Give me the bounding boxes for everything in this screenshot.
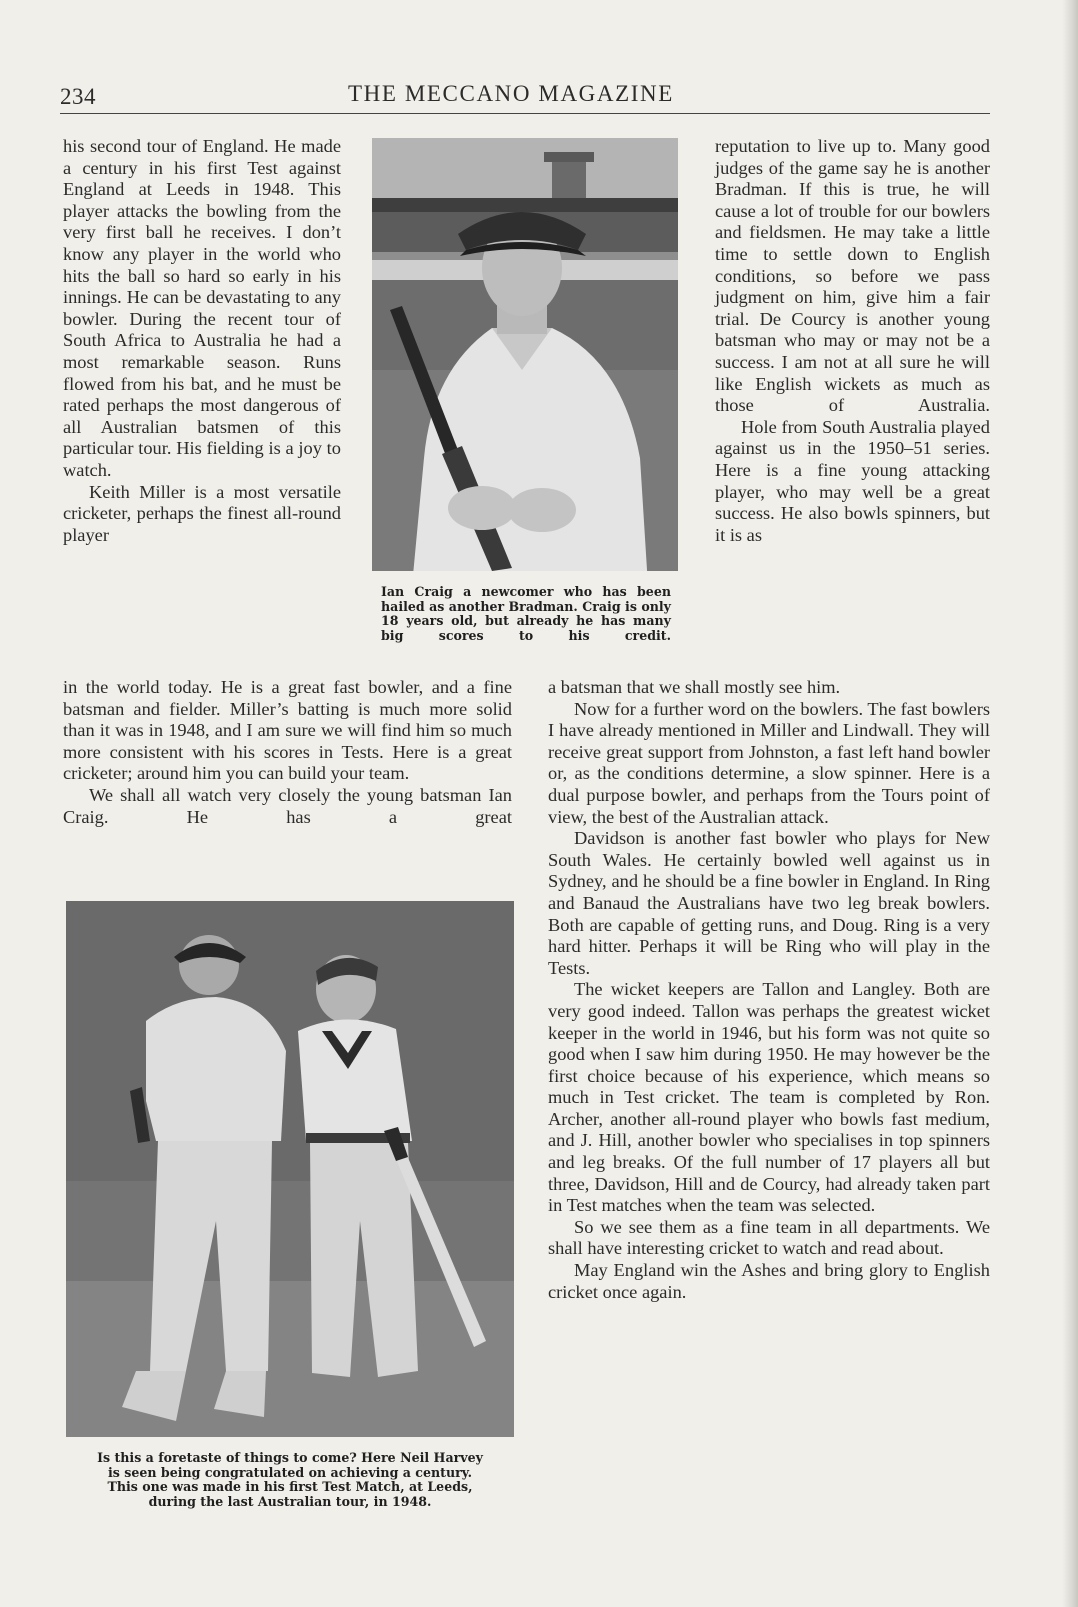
caption-line: during the last Australian tour, in 1948. [148, 1493, 432, 1509]
paragraph: his second tour of England. He made a century in his first Test against England at Leeds in 1948. This player attacks the bowling from the very first ball he receives. I don’t know any player in the world who hits the ball so hard so early in his innings. He can be devastating to any bowler. During the recent tour of South Africa to Australia he had a most remarkable season. Runs flowed from his bat, and he must be rated perhaps the most dangerous of all Australian batsmen of this particular tour. His fielding is a joy to watch. [63, 136, 341, 480]
photo-neil-harvey [66, 901, 514, 1437]
ian-craig-illustration [372, 138, 678, 571]
neil-harvey-illustration [66, 901, 514, 1437]
page-edge-shadow [1062, 0, 1078, 1607]
caption-ian-craig [381, 585, 671, 643]
paragraph: a batsman that we shall mostly see him. [548, 677, 841, 697]
paragraph: The wicket keepers are Tallon and Langley. Both are very good indeed. Tallon was perhaps the greatest wicket keeper in the world in 1946, but his form was not quite so good when I saw him during 1950. He may however be the first choice because of his experience, which means so much in Test cricket. The team is completed by Ron. Archer, another all-round player who bowls fast medium, and J. Hill, another bowler who specialises in top spinners and leg breaks. Of the full number of 17 players all but three, Davidson, Hill and de Courcy, had already taken part in Test matches when the team was selected. [548, 979, 990, 1216]
left-column-lower [63, 677, 512, 828]
paragraph: Keith Miller is a most versatile cricketer, perhaps the finest all-round player [63, 481, 341, 545]
caption-line: is seen being congratulated on achieving a century. [107, 1464, 473, 1480]
caption-text: Ian Craig a newcomer who has been hailed as another Bradman. Craig is only 18 years old, but already he has many big scores to his credit. [381, 584, 671, 643]
paragraph: reputation to live up to. Many good judges of the game say he is another Bradman. If this is true, he will cause a lot of trouble for our bowlers and fieldsmen. He may take a little time to settle down to English conditions, so before we pass judgment on him, give him a fair trial. De Courcy is another young batsman who may or may not be a success. I am not at all sure he will like English wickets as much as those of Australia. [715, 136, 990, 416]
paragraph: So we see them as a fine team in all departments. We shall have interesting cricket to watch and read about. [548, 1216, 990, 1259]
page-number: 234 [60, 84, 96, 109]
caption-line: Is this a foretaste of things to come? Here Neil Harvey [97, 1450, 483, 1465]
caption-neil-harvey [66, 1451, 514, 1509]
right-column-upper [715, 136, 990, 546]
left-column-upper [63, 136, 341, 546]
paragraph: Davidson is another fast bowler who plays for New South Wales. He certainly bowled well against us in Sydney, and he should be a fine bowler in England. In Ring and Banaud the Australians have two leg break bowlers. Both are capable of getting runs, and Doug. Ring is a very hard hitter. Perhaps it will be Ring who will play in the Tests. [548, 828, 990, 978]
photo-ian-craig [372, 138, 678, 571]
magazine-title: THE MECCANO MAGAZINE [348, 81, 674, 106]
paragraph: May England win the Ashes and bring glory to English cricket once again. [548, 1260, 990, 1302]
paragraph: in the world today. He is a great fast bowler, and a fine batsman and fielder. Miller’s batting is much more solid than it was in 1948, and I am sure we will find him so much more consistent with his scores in Tests. Here is a great cricketer; around him you can build your team. [63, 677, 512, 784]
header-rule [60, 113, 990, 114]
right-column-lower [548, 677, 990, 1303]
paragraph: We shall all watch very closely the young batsman Ian Craig. He has a great [63, 784, 512, 827]
paragraph: Hole from South Australia played against us in the 1950–51 series. Here is a fine young attacking player, who may well be a great success. He also bowls spinners, but it is as [715, 416, 990, 545]
caption-line: This one was made in his first Test Match, at Leeds, [107, 1479, 473, 1495]
paragraph: Now for a further word on the bowlers. The fast bowlers I have already mentioned in Miller and Lindwall. They will receive great support from Johnston, a fast left hand bowler or, as the conditions determine, a slow spinner. Here is a dual purpose bowler, and perhaps from the Tours point of view, the best of the Australian attack. [548, 698, 990, 827]
